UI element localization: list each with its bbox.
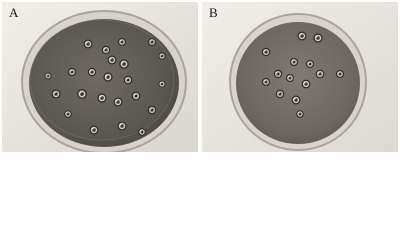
colony	[102, 46, 110, 54]
colony	[158, 52, 165, 59]
panel-a-photo	[2, 2, 198, 152]
colony	[90, 126, 99, 135]
colony	[68, 68, 76, 76]
colony	[118, 38, 126, 46]
colony	[148, 38, 156, 46]
colony	[77, 89, 87, 99]
colony	[97, 93, 106, 102]
agar-surface-b	[236, 22, 360, 144]
colony	[262, 78, 270, 86]
colony	[64, 110, 72, 118]
colony	[124, 76, 132, 84]
colony	[148, 106, 156, 114]
colony	[316, 70, 325, 79]
colony	[336, 70, 344, 78]
colony	[52, 90, 61, 99]
panel-label-b: B	[209, 5, 218, 20]
colony	[274, 70, 282, 78]
petri-dish-b	[202, 2, 398, 152]
colony	[138, 128, 146, 136]
colony	[298, 32, 307, 41]
colony	[108, 56, 117, 65]
colony	[290, 58, 298, 66]
colony	[118, 122, 127, 131]
colony	[114, 98, 123, 107]
colony	[296, 110, 304, 118]
colony	[119, 59, 129, 69]
colony	[45, 73, 52, 80]
colony	[158, 80, 165, 87]
colony	[132, 92, 141, 101]
colony	[302, 80, 311, 89]
panel-b-photo	[202, 2, 398, 152]
colony	[103, 72, 112, 81]
petri-dish-a	[2, 2, 198, 152]
panel-label-a: A	[9, 5, 19, 20]
colony	[292, 96, 301, 105]
colony	[313, 33, 322, 42]
colony	[306, 60, 314, 68]
colony	[286, 74, 294, 82]
colony	[84, 40, 93, 49]
colony	[276, 90, 284, 98]
colony	[262, 48, 270, 56]
colony	[88, 68, 96, 76]
agar-surface-a	[29, 19, 179, 147]
